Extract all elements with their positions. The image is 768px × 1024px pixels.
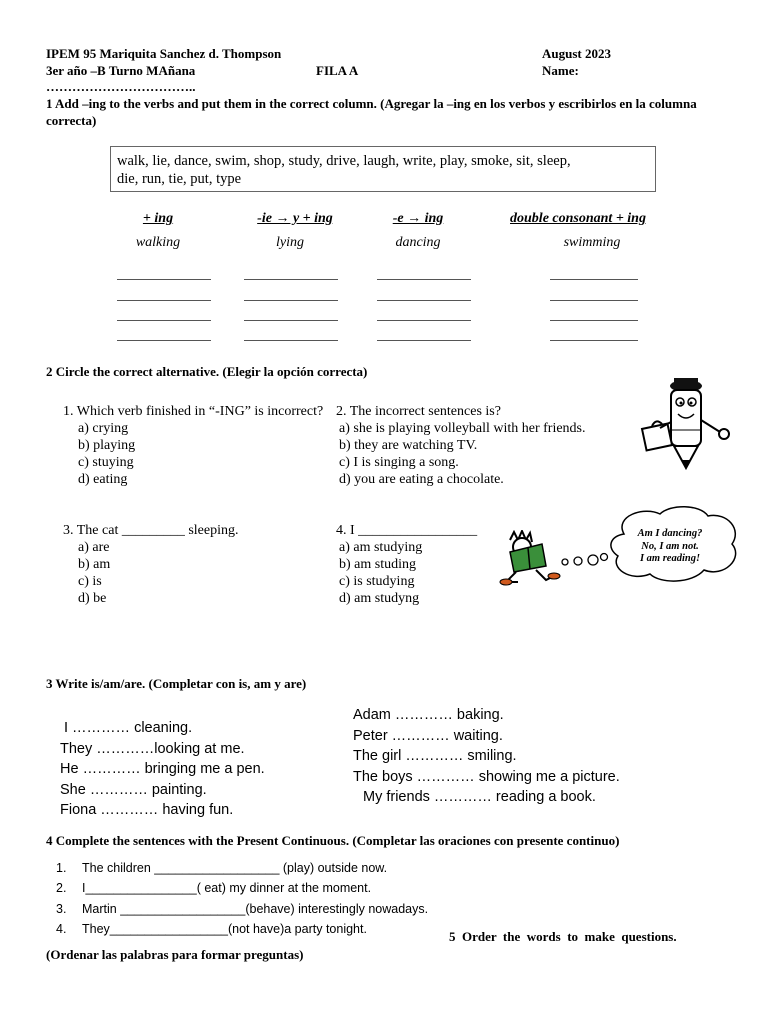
answer-line[interactable] — [377, 300, 471, 301]
option[interactable]: d) am studyng — [339, 591, 420, 606]
bubble-line-3: I am reading! — [639, 553, 701, 564]
section4-list — [56, 858, 428, 939]
answer-line[interactable] — [550, 320, 638, 321]
item-text: I________________( eat) my dinner at the moment. — [82, 881, 372, 896]
option[interactable]: d) be — [78, 591, 107, 606]
answer-line[interactable] — [117, 300, 211, 301]
section5-subtitle: (Ordenar las palabras para formar preguntas) — [46, 947, 304, 962]
answer-line[interactable] — [117, 320, 211, 321]
bubble-line-1: Am I dancing? — [637, 528, 703, 539]
section3-right-column — [353, 705, 620, 808]
list-item[interactable] — [56, 919, 428, 939]
sentence-line[interactable]: I ………… cleaning. — [64, 720, 193, 736]
section3-title: 3 Write is/am/are. (Completar con is, am y are) — [46, 676, 307, 691]
item-number: 4. — [56, 921, 67, 936]
col-head-double-consonant: double consonant + ing — [510, 211, 646, 226]
sentence-line[interactable]: Peter ………… waiting. — [353, 727, 503, 744]
option[interactable]: b) playing — [78, 438, 136, 453]
option[interactable]: a) she is playing volleyball with her friends. — [339, 421, 586, 436]
school-name: IPEM 95 Mariquita Sanchez d. Thompson — [46, 46, 282, 61]
answer-line[interactable] — [244, 340, 338, 341]
answer-line[interactable] — [377, 279, 471, 280]
thought-bubble-text — [630, 528, 710, 566]
sentence-line[interactable]: He ………… bringing me a pen. — [60, 761, 265, 777]
grade-turn: 3er año –B Turno MAñana — [46, 63, 196, 78]
item-text: Martin __________________(behave) interestingly nowadays. — [82, 901, 429, 916]
question-1-text: 1. Which verb finished in “-ING” is incorrect? — [63, 404, 324, 419]
pencil-mascot-illustration — [636, 372, 740, 472]
fila-label: FILA A — [316, 63, 359, 78]
option[interactable]: c) I is singing a song. — [339, 455, 459, 470]
option[interactable]: a) crying — [78, 421, 129, 436]
answer-line[interactable] — [244, 279, 338, 280]
option[interactable]: d) you are eating a chocolate. — [339, 472, 504, 487]
answer-line[interactable] — [550, 300, 638, 301]
col-head-ing: + ing — [142, 211, 174, 226]
item-number: 1. — [56, 861, 67, 875]
item-text: The children __________________ (play) outside now. — [82, 861, 388, 875]
col-example-swimming: swimming — [563, 235, 621, 250]
col-example-walking: walking — [135, 235, 181, 250]
question-4-text: 4. I _________________ — [336, 523, 478, 538]
name-label: Name: — [542, 63, 579, 78]
option[interactable]: b) am — [78, 557, 111, 572]
sentence-line[interactable]: The boys ………… showing me a picture. — [353, 768, 620, 785]
item-text: They_________________(not have)a party tonight. — [82, 921, 367, 936]
date: August 2023 — [542, 46, 611, 61]
section3-left-column — [60, 718, 265, 821]
col-example-dancing: dancing — [395, 235, 441, 250]
option[interactable]: a) are — [78, 540, 110, 555]
verb-word-box — [110, 146, 656, 192]
question-4 — [336, 522, 477, 607]
question-2 — [336, 403, 586, 488]
answer-line[interactable] — [550, 279, 638, 280]
sentence-line[interactable]: They …………looking at me. — [60, 740, 245, 757]
answer-line[interactable] — [117, 340, 211, 341]
col-head-e: -e → ing — [392, 211, 444, 226]
thought-bubble-dots — [560, 548, 610, 572]
sentence-line[interactable]: The girl ………… smiling. — [353, 748, 517, 764]
answer-line[interactable] — [377, 320, 471, 321]
section4-title: 4 Complete the sentences with the Present Continuous. (Completar las oraciones con presente continuo) — [46, 833, 620, 848]
list-item[interactable] — [56, 899, 428, 919]
option[interactable]: b) am studing — [339, 557, 416, 572]
header-dots: …………………………….. — [46, 79, 196, 94]
item-number: 3. — [56, 901, 67, 916]
section2-title: 2 Circle the correct alternative. (Elegir la opción correcta) — [46, 364, 368, 379]
list-item[interactable] — [56, 858, 428, 878]
answer-line[interactable] — [377, 340, 471, 341]
sentence-line[interactable]: My friends ………… reading a book. — [363, 789, 596, 805]
question-2-text: 2. The incorrect sentences is? — [336, 404, 501, 419]
list-item[interactable] — [56, 878, 428, 898]
section5-title: 5 Order the words to make questions. — [449, 929, 677, 944]
option[interactable]: c) stuying — [78, 455, 134, 470]
option[interactable]: c) is — [78, 574, 102, 589]
bubble-line-2: No, I am not. — [641, 540, 699, 552]
reading-boy-illustration — [496, 530, 562, 586]
col-head-ie-y: -ie → y + ing — [257, 211, 333, 226]
col-example-lying: lying — [276, 235, 304, 250]
answer-line[interactable] — [550, 340, 638, 341]
section1-title: 1 Add –ing to the verbs and put them in the correct column. (Agregar la –ing en los verbos y escribirlos en la columna correcta) — [46, 96, 697, 128]
question-3 — [63, 522, 239, 607]
verb-list-line2: die, run, tie, put, type — [117, 171, 242, 187]
answer-line[interactable] — [244, 300, 338, 301]
option[interactable]: c) is studying — [339, 574, 415, 589]
question-1 — [63, 403, 323, 488]
option[interactable]: b) they are watching TV. — [339, 438, 478, 453]
question-3-text: 3. The cat _________ sleeping. — [63, 523, 239, 538]
option[interactable]: d) eating — [78, 472, 128, 487]
answer-line[interactable] — [244, 320, 338, 321]
option[interactable]: a) am studying — [339, 540, 423, 555]
sentence-line[interactable]: She ………… painting. — [60, 781, 207, 798]
item-number: 2. — [56, 881, 67, 896]
answer-line[interactable] — [117, 279, 211, 280]
verb-list-line1: walk, lie, dance, swim, shop, study, drive, laugh, write, play, smoke, sit, sleep, — [117, 153, 571, 169]
sentence-line[interactable]: Adam ………… baking. — [353, 707, 504, 723]
sentence-line[interactable]: Fiona ………… having fun. — [60, 802, 234, 818]
